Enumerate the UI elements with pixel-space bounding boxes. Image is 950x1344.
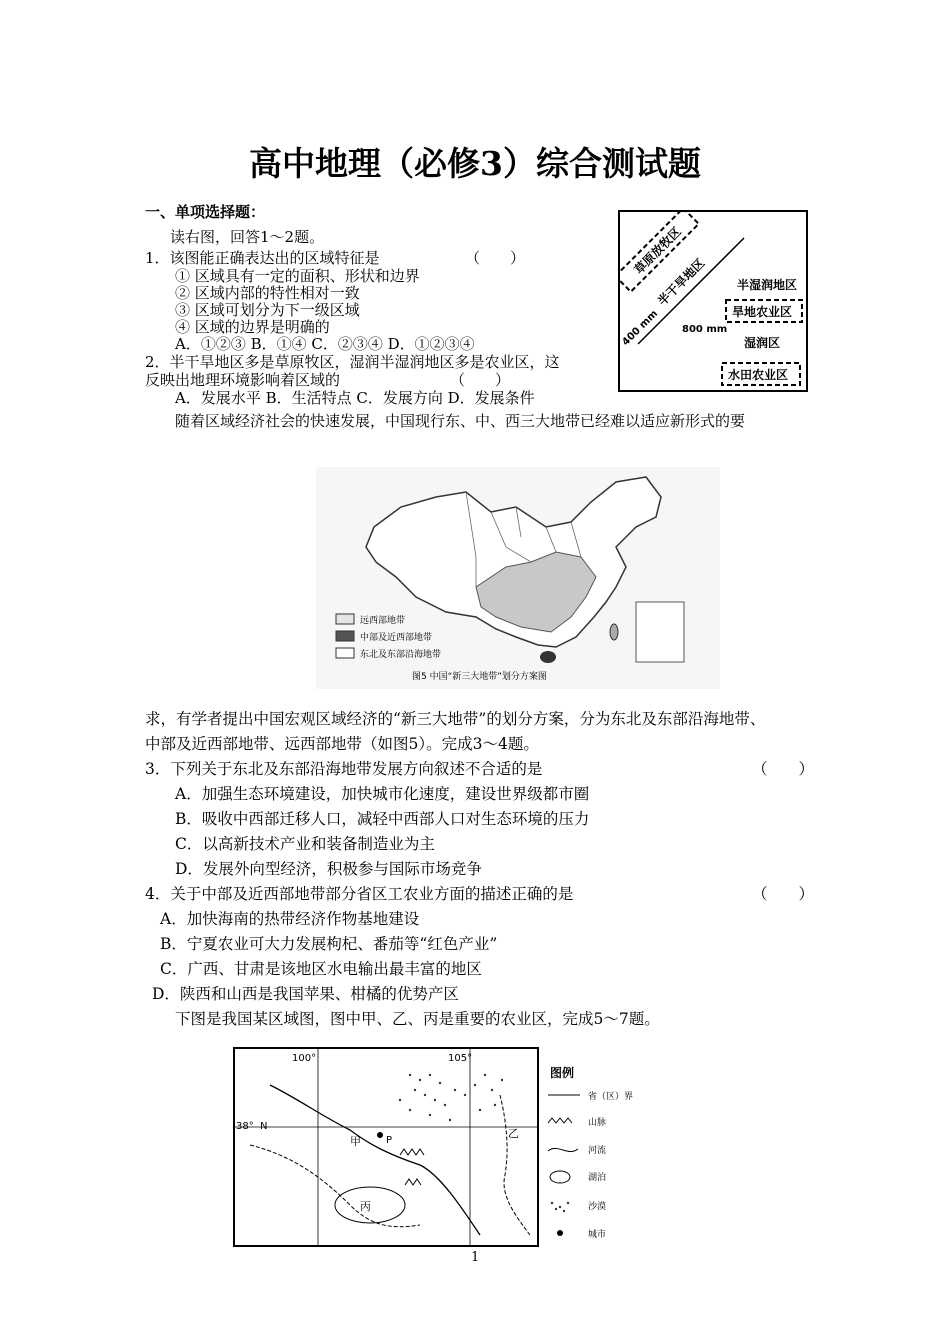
intro-q5-7: 下图是我国某区域图，图中甲、乙、丙是重要的农业区，完成5～7题。 bbox=[175, 1010, 660, 1028]
legend-east: 东北及东部沿海地带 bbox=[360, 650, 442, 660]
legend-boundary: 省（区）界 bbox=[588, 1092, 634, 1102]
label-dryfarm: 旱地农业区 bbox=[732, 305, 793, 319]
lon-105-label: 105° bbox=[448, 1053, 473, 1064]
legend-mountain: 山脉 bbox=[588, 1118, 607, 1128]
label-800mm: 800 mm bbox=[682, 324, 728, 335]
city-p-label: P bbox=[386, 1135, 393, 1146]
q4-stem: 4．关于中部及近西部地带部分省区工农业方面的描述正确的是 bbox=[145, 885, 574, 903]
region-jia-label: 甲 bbox=[350, 1135, 361, 1148]
lon-100-label: 100° bbox=[292, 1053, 317, 1064]
q1-item: ④ 区域的边界是明确的 bbox=[175, 318, 330, 336]
north-label: N bbox=[260, 1121, 268, 1132]
q2-stem-line1: 2．半干旱地区多是草原牧区，湿润半湿润地区多是农业区，这 bbox=[145, 353, 560, 371]
legend-far-west: 远西部地带 bbox=[360, 616, 406, 626]
passage-line2: 求，有学者提出中国宏观区域经济的“新三大地带”的划分方案，分为东北及东部沿海地带、 bbox=[145, 710, 766, 728]
fig5-caption: 图5 中国“新三大地带”划分方案图 bbox=[412, 672, 547, 682]
region-map-figure bbox=[230, 1045, 635, 1250]
passage-line3: 中部及近西部地带、远西部地带（如图5）。完成3～4题。 bbox=[145, 735, 539, 753]
q3-option: A．加强生态环境建设，加快城市化速度，建设世界级都市圈 bbox=[175, 785, 590, 803]
label-semiarid: 半干旱地区 bbox=[655, 256, 708, 309]
q4-option: A．加快海南的热带经济作物基地建设 bbox=[160, 910, 420, 928]
q1-options: A．①②③ B．①④ C．②③④ D．①②③④ bbox=[175, 335, 475, 353]
q1-stem: 1．该图能正确表达出的区域特征是 bbox=[145, 249, 380, 267]
q1-paren: （ ） bbox=[465, 249, 526, 267]
page-number: 1 bbox=[471, 1250, 480, 1265]
q3-paren: （ ） bbox=[752, 760, 815, 778]
q3-option: D．发展外向型经济，积极参与国际市场竞争 bbox=[175, 860, 482, 878]
q3-option: B．吸收中西部迁移人口，减轻中西部人口对生态环境的压力 bbox=[175, 810, 590, 828]
lat-38-label: 38° bbox=[236, 1121, 254, 1132]
q4-option: C．广西、甘肃是该地区水电输出最丰富的地区 bbox=[160, 960, 482, 978]
q2-options: A．发展水平 B．生活特点 C．发展方向 D．发展条件 bbox=[175, 389, 535, 407]
q1-item: ② 区域内部的特性相对一致 bbox=[175, 284, 360, 302]
legend-river: 河流 bbox=[588, 1146, 607, 1156]
intro-q1-2: 读右图，回答1～2题。 bbox=[170, 228, 325, 246]
china-map-figure bbox=[316, 467, 720, 689]
q2-paren: （ ） bbox=[450, 371, 511, 389]
q4-option: D．陕西和山西是我国苹果、柑橘的优势产区 bbox=[152, 985, 459, 1003]
legend-city: 城市 bbox=[588, 1230, 607, 1240]
label-semihumid: 半湿润地区 bbox=[737, 278, 798, 292]
region-yi-label: 乙 bbox=[508, 1127, 519, 1140]
section-heading: 一、单项选择题： bbox=[145, 203, 266, 221]
region-bing-label: 丙 bbox=[360, 1200, 371, 1213]
q2-stem-line2: 反映出地理环境影响着区域的 bbox=[145, 371, 341, 389]
q1-item: ③ 区域可划分为下一级区域 bbox=[175, 301, 360, 319]
passage-line1: 随着区域经济社会的快速发展，中国现行东、中、西三大地带已经难以适应新形式的要 bbox=[175, 412, 746, 430]
q3-stem: 3．下列关于东北及东部沿海地带发展方向叙述不合适的是 bbox=[145, 760, 543, 778]
legend-lake: 湖泊 bbox=[588, 1173, 607, 1183]
label-grassland: 草原放牧区 bbox=[631, 224, 684, 277]
q3-option: C．以高新技术产业和装备制造业为主 bbox=[175, 835, 435, 853]
q4-paren: （ ） bbox=[752, 885, 815, 903]
legend-desert: 沙漠 bbox=[588, 1202, 607, 1212]
label-400mm: 400 mm bbox=[620, 308, 661, 349]
legend-title: 图例 bbox=[550, 1066, 575, 1080]
zones-figure bbox=[618, 210, 808, 392]
legend-central: 中部及近西部地带 bbox=[360, 633, 433, 643]
q1-item: ① 区域具有一定的面积、形状和边界 bbox=[175, 267, 420, 285]
page-title: 高中地理（必修3）综合测试题 bbox=[249, 144, 701, 183]
q4-option: B．宁夏农业可大力发展枸杞、番茄等“红色产业” bbox=[160, 935, 498, 953]
label-paddy: 水田农业区 bbox=[728, 368, 789, 382]
label-humid: 湿润区 bbox=[744, 336, 781, 350]
